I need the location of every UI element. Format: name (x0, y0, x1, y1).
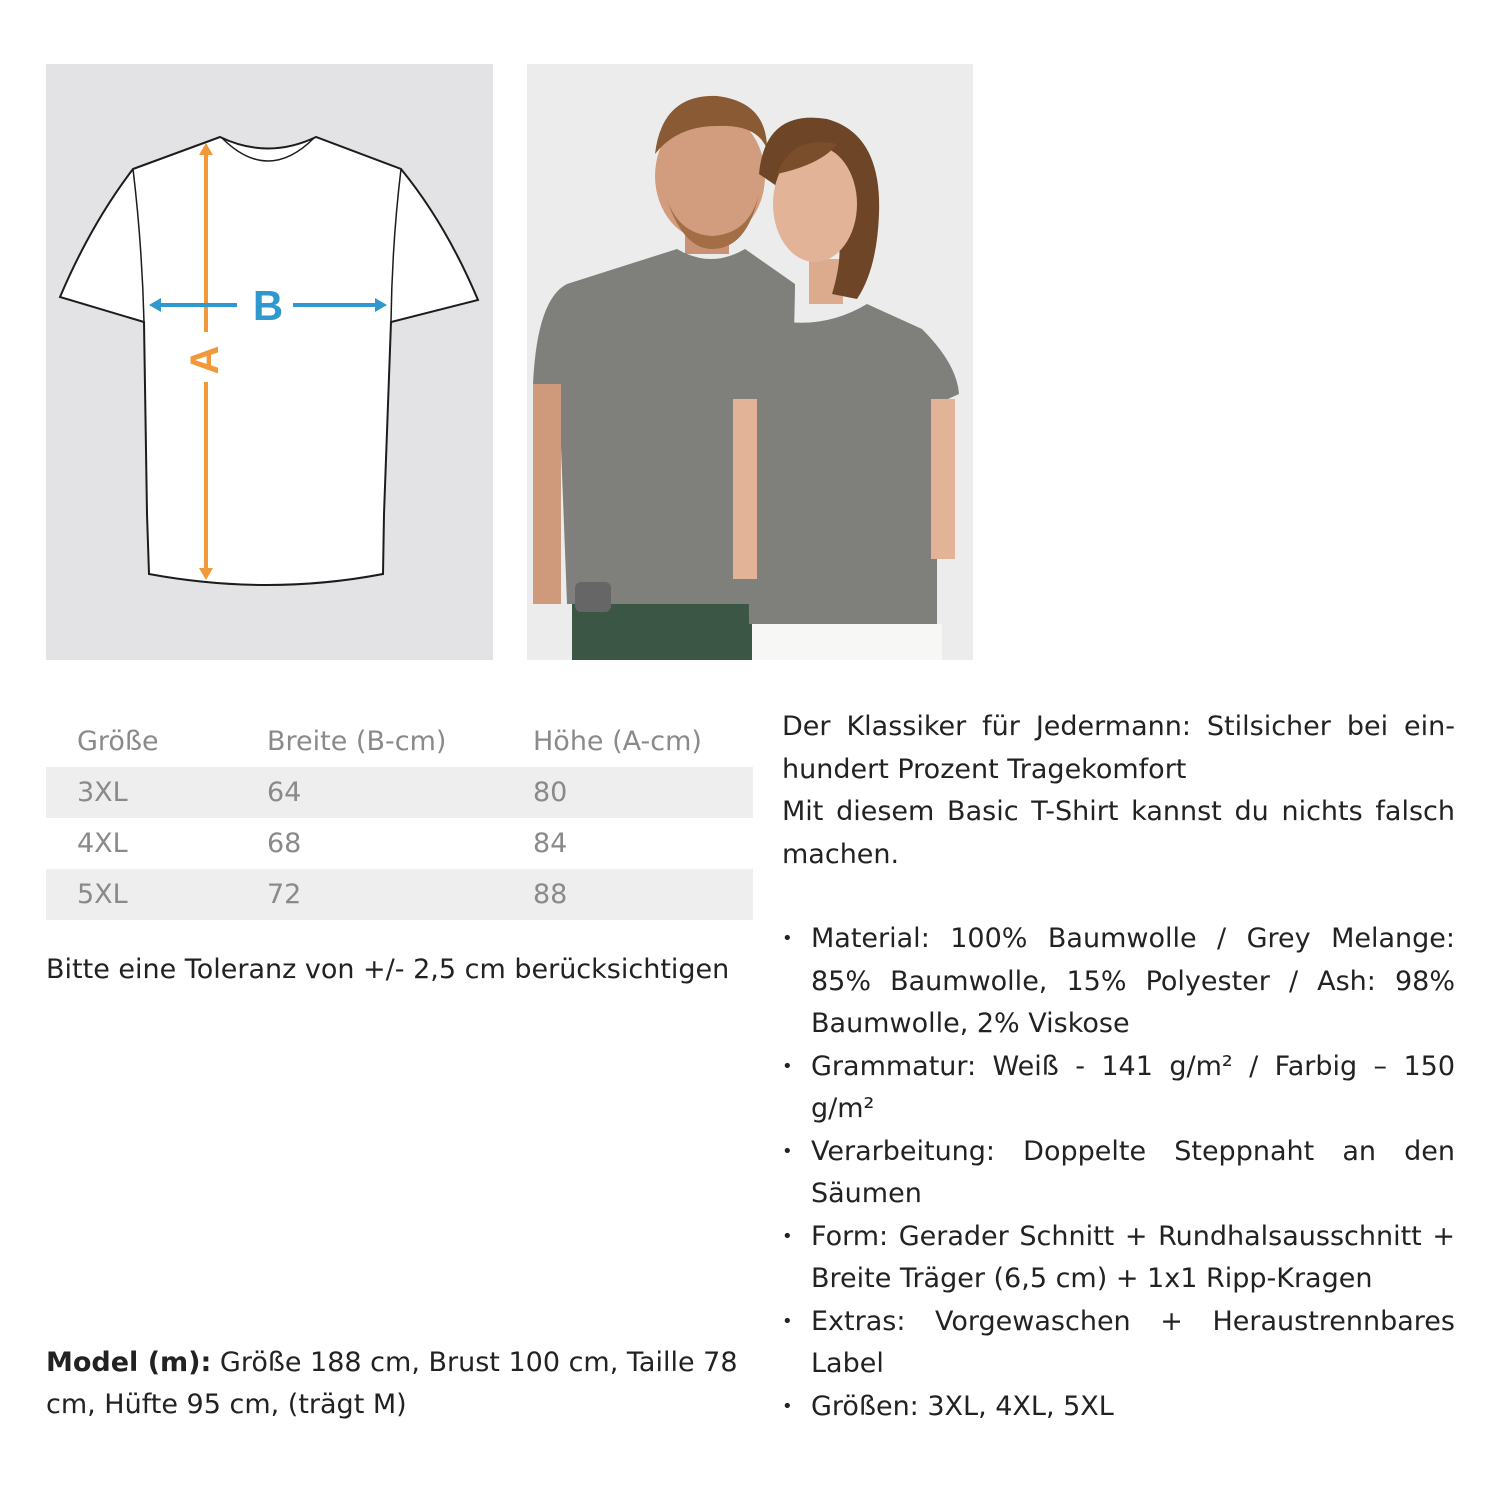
model-photo (527, 64, 973, 660)
cell-width: 68 (267, 828, 302, 859)
header-height: Höhe (A-cm) (533, 726, 702, 757)
cell-height: 80 (533, 767, 753, 818)
label-a: A (183, 345, 227, 375)
list-item: • Material: 100% Baumwolle / Grey Melange: 85% Baumwolle, 15% Polyester / Ash: 98% Baumwolle, 2% Viskose (782, 918, 1455, 1046)
cell-size: 5XL (46, 869, 267, 920)
model-measurements: Größe 188 cm, Brust 100 cm, Taille 78 cm, Hüfte 95 cm, (trägt M) (46, 1347, 738, 1420)
list-item: • Verarbeitung: Doppelte Steppnaht an den Säumen (782, 1131, 1455, 1216)
list-item: • Grammatur: Weiß - 141 g/m² / Farbig – 150 g/m² (782, 1046, 1455, 1131)
table-row (46, 818, 753, 869)
list-item: • Größen: 3XL, 4XL, 5XL (782, 1386, 1455, 1429)
tshirt-diagram (46, 64, 493, 660)
feature-list (782, 918, 1455, 1428)
product-description (782, 706, 1455, 876)
models-illustration (527, 64, 973, 660)
table-row (46, 869, 753, 920)
label-b: B (252, 282, 284, 329)
cell-height: 88 (533, 869, 753, 920)
tolerance-note: Bitte eine Toleranz von +/- 2,5 cm berücksichtigen (46, 954, 730, 985)
header-size: Größe (77, 726, 159, 757)
description-paragraph: Der Klassiker für Jedermann: Stilsicher bei ein- hundert Prozent Tragekomfort (782, 711, 1455, 785)
model-label: Model (m): (46, 1347, 212, 1378)
description-paragraph: Mit diesem Basic T-Shirt kannst du nichts falsch machen. (782, 796, 1455, 870)
cell-size: 4XL (77, 828, 128, 859)
header-width: Breite (B-cm) (267, 726, 447, 757)
list-item: • Extras: Vorgewaschen + Heraustrennbares Label (782, 1301, 1455, 1386)
cell-height: 84 (533, 828, 568, 859)
cell-width: 72 (267, 869, 533, 920)
tshirt-outline (60, 137, 478, 585)
list-item: • Form: Gerader Schnitt + Rundhalsausschnitt + Breite Träger (6,5 cm) + 1x1 Ripp-Kragen (782, 1216, 1455, 1301)
size-diagram (46, 64, 493, 660)
model-info (46, 1342, 746, 1426)
table-header-row (46, 716, 753, 767)
table-row (46, 767, 753, 818)
cell-width: 64 (267, 767, 533, 818)
cell-size: 3XL (46, 767, 267, 818)
size-table (46, 716, 753, 920)
